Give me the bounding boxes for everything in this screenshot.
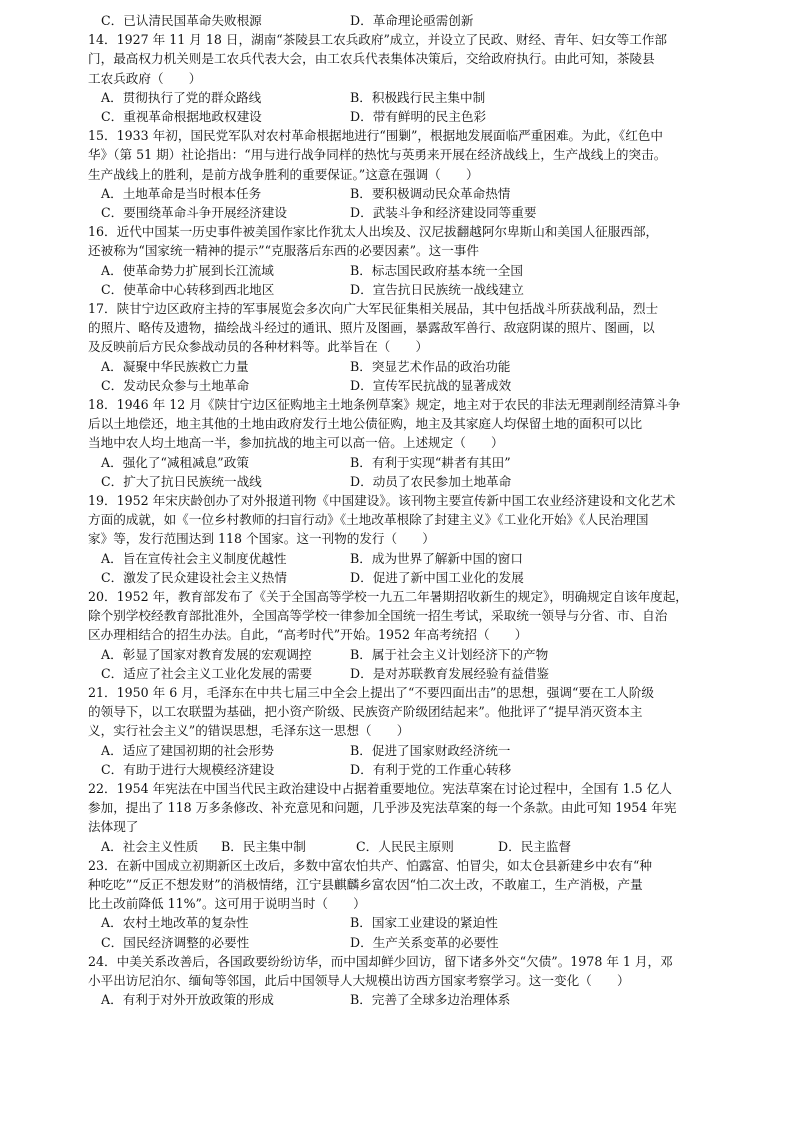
question-text-line: 小平出访尼泊尔、缅甸等邻国，此后中国领导人大规模出访西方国家考察学习。这一变化（ ） <box>88 973 630 988</box>
answer-option: B．标志国民政府基本统一全国 <box>350 262 523 278</box>
answer-option: B．国家工业建设的紧迫性 <box>350 915 498 931</box>
answer-option: C．适应了社会主义工业化发展的需要 <box>101 665 313 681</box>
answer-option: B．促进了国家财政经济统一 <box>350 742 511 758</box>
answer-option: B．完善了全球多边治理体系 <box>350 992 511 1008</box>
question-text-line: 18．1946 年 12 月《陕甘宁边区征购地主土地条例草案》规定，地主对于农民的非法无理剥削经清算斗争 <box>88 397 681 412</box>
question-text-line: 14．1927 年 11 月 18 日，湖南“茶陵县工农兵政府”成立，并设立了民政、财经、青年、妇女等工作部 <box>88 32 667 48</box>
answer-option: A．适应了建国初期的社会形势 <box>101 742 274 758</box>
answer-option: D．有利于党的工作重心转移 <box>350 761 512 777</box>
answer-option: B．积极践行民主集中制 <box>350 89 486 105</box>
answer-option: C．国民经济调整的必要性 <box>101 934 250 950</box>
answer-option: C．重视革命根据地政权建设 <box>101 109 262 124</box>
answer-option: C．人民民主原则 <box>356 838 454 854</box>
question-text-line: 的领导下，以工农联盟为基础，把小资产阶级、民族资产阶级团结起来”。他批评了“提早消灭资本主 <box>88 704 643 720</box>
question-text-line: 家》等，发行范围达到 118 个国家。这一刊物的发行（ ） <box>88 531 435 547</box>
answer-option: C．有助于进行大规模经济建设 <box>101 761 275 777</box>
question-text-line: 及反映前后方民众参战动员的各种材料等。此举旨在（ ） <box>88 339 429 355</box>
answer-option: D．革命理论亟需创新 <box>350 13 474 28</box>
question-text-line: 工农兵政府（ ） <box>88 70 202 86</box>
answer-option: B．突显艺术作品的政治功能 <box>350 358 511 374</box>
question-text-line: 除个别学校经教育部批准外，全国高等学校一律参加全国统一招生考试，采取统一领导与分省、市、自治 <box>88 608 668 624</box>
answer-option: B．有利于实现“耕者有其田” <box>350 454 511 470</box>
answer-option: B．要积极调动民众革命热情 <box>350 185 511 201</box>
answer-option: A．凝聚中华民族救亡力量 <box>101 358 249 374</box>
question-text-line: 22．1954 年宪法在中国当代民主政治建设中占据着重要地位。宪法草案在讨论过程中，全国有 1.5 亿人 <box>88 781 672 796</box>
question-text-line: 21．1950 年 6 月，毛泽东在中共七届三中全会上提出了“不要四面出击”的思想，强调“要在工人阶级 <box>88 685 654 700</box>
question-text-line: 17．陕甘宁边区政府主持的军事展览会多次向广大军民征集相关展品，其中包括战斗所获战利品，烈士 <box>88 301 659 316</box>
answer-option: A．土地革命是当时根本任务 <box>101 185 262 201</box>
answer-option: C．发动民众参与土地革命 <box>101 377 250 393</box>
answer-option: A．有利于对外开放政策的形成 <box>101 992 274 1008</box>
answer-option: D．促进了新中国工业化的发展 <box>350 569 524 585</box>
answer-option: A．彰显了国家对教育发展的宏观调控 <box>101 646 312 662</box>
answer-option: A．旨在宣传社会主义制度优越性 <box>101 550 287 566</box>
answer-option: D．宣传军民抗战的显著成效 <box>350 377 512 393</box>
question-text-line: 义，实行社会主义”的错误思想，毛泽东这一思想（ ） <box>88 723 410 739</box>
question-text-line: 种吃吃”“反正不想发财”的消极情绪，江宁县麒麟乡富农因“怕二次土改，不敢雇工，生产消极，产量 <box>88 877 643 892</box>
answer-option: C．扩大了抗日民族统一战线 <box>101 473 262 489</box>
answer-option: A．使革命势力扩展到长江流域 <box>101 262 274 278</box>
question-text-line: 方面的成就，如《一位乡村教师的扫盲行动》《土地改革根除了封建主义》《工业化开始》《人民治理国 <box>88 512 649 528</box>
answer-option: B．成为世界了解新中国的窗口 <box>350 550 523 566</box>
answer-option: C．要围绕革命斗争开展经济建设 <box>101 205 287 220</box>
answer-option: B．属于社会主义计划经济下的产物 <box>350 646 549 662</box>
question-text-line: 比土改前降低 11%”。这可用于说明当时（ ） <box>88 896 366 912</box>
question-text-line: 生产战线上的胜利，是前方战争胜利的重要保证。”这意在强调（ ） <box>88 166 479 182</box>
question-text-line: 门，最高权力机关则是工农兵代表大会，由工农兵代表集体决策后，交给政府执行。由此可知，茶陵县 <box>88 51 655 67</box>
answer-option: A．强化了“减租减息”政策 <box>101 454 249 470</box>
answer-option: A．社会主义性质 <box>101 838 199 854</box>
answer-option: D．是对苏联教育发展经验有益借鉴 <box>350 665 550 681</box>
answer-option: D．带有鲜明的民主色彩 <box>350 109 487 124</box>
question-text-line: 20．1952 年，教育部发布了《关于全国高等学校一九五二年暑期招收新生的规定》，明确规定自该年度起， <box>88 589 688 604</box>
answer-option: A．农村土地改革的复杂性 <box>101 915 249 931</box>
answer-option: C．激发了民众建设社会主义热情 <box>101 569 287 585</box>
question-text-line: 区办理相结合的招生办法。自此，“高考时代”开始。1952 年高考统招（ ） <box>88 627 528 643</box>
question-text-line: 当地中农人均土地高一半，参加抗战的地主可以高一倍。上述规定（ ） <box>88 435 504 451</box>
question-text-line: 15．1933 年初，国民党军队对农村革命根据地进行“围剿”，根据地发展面临严重困难。为此，《红色中 <box>88 128 663 144</box>
answer-option: D．民主监督 <box>498 838 572 854</box>
answer-option: C．已认清民国革命失败根源 <box>101 13 262 28</box>
question-text-line: 法体现了 <box>88 819 139 835</box>
answer-option: B．民主集中制 <box>221 838 306 854</box>
question-text-line: 还被称为“国家统一精神的提示”“克服落后东西的必要因素”。这一事件 <box>88 243 479 259</box>
answer-option: A．贯彻执行了党的群众路线 <box>101 89 262 105</box>
question-text-line: 19．1952 年宋庆龄创办了对外报道刊物《中国建设》。该刊物主要宣传新中国工农业经济建设和文化艺术 <box>88 493 676 508</box>
question-text-line: 华》（第 51 期）社论指出：“用与进行战争同样的热忱与英勇来开展在经济战线上，生产战线上的突击。 <box>88 147 667 163</box>
question-text-line: 24．中美关系改善后，各国政要纷纷访华，而中国却鲜少回访，留下诸多外交“欠债”。1978 年 1 月，邓 <box>88 953 673 969</box>
question-text-line: 后以土地偿还，地主其他的土地由政府发行土地公债征购，地主及其家庭人均保留土地的面积可以比 <box>88 416 643 432</box>
answer-option: D．动员了农民参加土地革命 <box>350 473 512 489</box>
question-text-line: 参加，提出了 118 万多条修改、补充意见和问题，几乎涉及宪法草案的每一个条款。由此可知 1954 年宪 <box>88 800 677 816</box>
answer-option: D．宣告抗日民族统一战线建立 <box>350 281 524 297</box>
question-text-line: 23．在新中国成立初期新区土改后，多数中富农怕共产、怕露富、怕冒尖，如太仓县新建乡中农有“种 <box>88 857 652 873</box>
answer-option: C．使革命中心转移到西北地区 <box>101 281 275 297</box>
question-text-line: 16．近代中国某一历史事件被美国作家比作犹太人出埃及、汉尼拔翻越阿尔卑斯山和美国人征服西部， <box>88 224 659 240</box>
question-text-line: 的照片、略传及遗物，描绘战斗经过的通讯、照片及图画，暴露敌军兽行、敌寇阴谋的照片、图画，以 <box>88 320 655 336</box>
answer-option: D．武装斗争和经济建设同等重要 <box>350 205 537 220</box>
answer-option: D．生产关系变革的必要性 <box>350 934 499 950</box>
